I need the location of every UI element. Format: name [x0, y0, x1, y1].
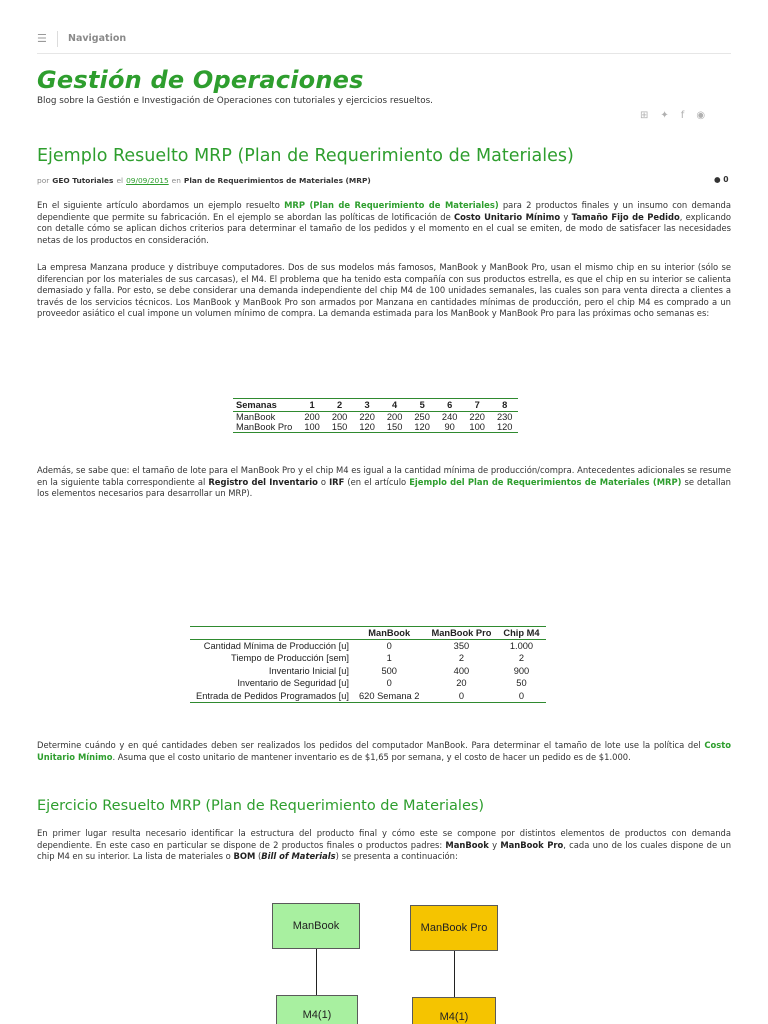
- p5-text-b: y: [488, 839, 501, 850]
- p1-bold-costo: Costo Unitario Mínimo: [453, 211, 561, 222]
- demand-header-cell: 1: [298, 399, 326, 412]
- table-cell: Tiempo de Producción [sem]: [230, 653, 349, 664]
- inventory-header-cell: ManBook Pro: [425, 627, 497, 640]
- site-title[interactable]: Gestión de Operaciones: [37, 66, 364, 94]
- table-row: [190, 665, 546, 677]
- table-cell: 240: [441, 412, 458, 422]
- twitter-icon[interactable]: ✦: [660, 110, 669, 121]
- rss-icon[interactable]: ⊞: [640, 110, 649, 121]
- table-cell: 200: [331, 412, 348, 422]
- table-cell: ManBook: [236, 412, 276, 422]
- table-cell: 200: [304, 412, 320, 422]
- table-row: [190, 652, 546, 664]
- table-row: [190, 640, 546, 653]
- table-cell: 120: [408, 422, 436, 433]
- table-cell: 620 Semana 2: [353, 690, 425, 703]
- bom-connector-line: [316, 949, 317, 995]
- table-cell: 1.000: [509, 641, 534, 651]
- bom-parent-manbook: ManBook: [272, 903, 360, 949]
- p1-text-c: y: [560, 211, 572, 222]
- p5-bold-manbook: ManBook: [445, 839, 489, 850]
- section-heading: Ejercicio Resuelto MRP (Plan de Requerimiento de Materiales): [37, 798, 485, 814]
- demand-header-cell: 4: [381, 399, 409, 412]
- post-author-link[interactable]: GEO Tutoriales: [52, 176, 114, 185]
- table-cell: 0: [386, 678, 392, 689]
- table-cell: 1: [386, 653, 392, 664]
- table-cell: Inventario de Seguridad [u]: [237, 678, 349, 689]
- bom-paragraph: [37, 828, 731, 863]
- table-cell: 90: [436, 422, 464, 433]
- meta-by: por: [37, 176, 50, 185]
- post-date-link[interactable]: 09/09/2015: [126, 176, 169, 185]
- inventory-header-cell: [190, 627, 353, 640]
- demand-header-cell: 7: [463, 399, 491, 412]
- p1-text-b: para 2 productos finales y un insumo con demanda dependiente que permite su fabricación. En el ejemplo se abordan las políticas de lotificación de: [37, 200, 731, 222]
- facebook-icon[interactable]: f: [680, 110, 685, 121]
- p5-text-d: (: [255, 851, 262, 862]
- comment-icon: ●: [714, 175, 721, 184]
- table-cell: Inventario Inicial [u]: [268, 665, 349, 676]
- demand-header-cell: Semanas: [233, 399, 298, 412]
- p1-bold-tamano: Tamaño Fijo de Pedido: [571, 211, 680, 222]
- table-cell: Cantidad Mínima de Producción [u]: [203, 641, 349, 651]
- nav-divider: [57, 31, 58, 47]
- table-cell: 2: [458, 653, 465, 664]
- p5-bold-manbook-pro: ManBook Pro: [500, 839, 564, 850]
- question-paragraph: [37, 740, 731, 763]
- site-description: Blog sobre la Gestión e Investigación de Operaciones con tutoriales y ejercicios resueltos.: [37, 96, 433, 106]
- demand-header-cell: 3: [353, 399, 381, 412]
- bom-child-m4-manbook-pro: M4(1): [412, 997, 496, 1024]
- hamburger-icon[interactable]: ☰: [37, 32, 47, 45]
- demand-header-cell: 5: [408, 399, 436, 412]
- company-paragraph: La empresa Manzana produce y distribuye computadores. Dos de sus modelos más famosos, ManBook y ManBook Pro, usan el mismo chip en su interior (sólo se diferencian por los materiales de sus carcasas), el M4. El problema que ha tenido esta compañía con sus productos estrella, es que el chip en su interior se calienta demasiado y falla. Por esto, se debe considerar una demanda independiente del chip M4 de 100 unidades semanales, las cuales son para venta directa a clientes a través de los servicios técnicos. Los ManBook y ManBook Pro son armados por Manzana en cantidades mínimas de producción, pero el chip M4 es comprado a un proveedor asiático el cual impone un volumen mínimo de compra. La demanda estimada para los ManBook y ManBook Pro para las próximas ocho semanas es:: [37, 262, 731, 319]
- bom-connector-line: [454, 951, 455, 997]
- table-cell: 500: [381, 665, 397, 676]
- table-cell: 350: [453, 641, 470, 651]
- p1-text-a: En el siguiente artículo abordamos un ejemplo resuelto: [37, 200, 285, 210]
- table-cell: Entrada de Pedidos Programados [u]: [190, 690, 353, 703]
- costo-unitario-link[interactable]: Costo Unitario Mínimo: [37, 740, 731, 762]
- p3-text-a: Además, se sabe que: el tamaño de lote para el ManBook Pro y el chip M4 es igual a la cantidad mínima de producción/compra. Antecedentes adicionales se resume en la siguiente tabla correspondiente al: [37, 465, 731, 487]
- table-cell: 100: [298, 422, 326, 433]
- table-cell: 230: [496, 412, 513, 422]
- p5-bold-bill-of-materials: Bill of Materials: [261, 851, 336, 862]
- table-cell: 220: [469, 412, 485, 422]
- table-cell: 0: [497, 690, 545, 703]
- meta-el: el: [116, 176, 124, 185]
- table-cell: 0: [386, 641, 392, 651]
- intro-paragraph: [37, 200, 731, 246]
- post-title[interactable]: Ejemplo Resuelto MRP (Plan de Requerimiento de Materiales): [37, 146, 574, 166]
- meta-en: en: [171, 176, 181, 185]
- p3-text-b: o: [317, 476, 330, 487]
- bom-child-m4-manbook: M4(1): [276, 995, 358, 1024]
- table-cell: 20: [456, 678, 467, 689]
- table-cell: 0: [425, 690, 497, 703]
- demand-header-cell: 6: [436, 399, 464, 412]
- table-cell: 900: [513, 665, 530, 676]
- comments-number: 0: [723, 175, 729, 184]
- p5-text-a: En primer lugar resulta necesario identificar la estructura del producto final y cómo este se compone por distintos elementos de productos con demanda dependiente. En este caso en particular se dispone de 2 productos finales o productos padres:: [37, 828, 731, 850]
- table-cell: 150: [326, 422, 354, 433]
- post-category-link[interactable]: Plan de Requerimientos de Materiales (MRP): [183, 176, 371, 185]
- demand-header-cell: 8: [491, 399, 519, 412]
- table-cell: 400: [453, 665, 470, 676]
- table-cell: 220: [359, 412, 375, 422]
- table-cell: 200: [386, 412, 403, 422]
- table-row: [190, 690, 546, 703]
- inventory-table-header: [190, 627, 546, 640]
- inventory-table: [190, 626, 546, 703]
- mrp-example-link[interactable]: Ejemplo del Plan de Requerimientos de Materiales (MRP): [409, 476, 682, 487]
- bom-parent-manbook-pro: ManBook Pro: [410, 905, 498, 951]
- mrp-link[interactable]: MRP (Plan de Requerimiento de Materiales): [284, 200, 499, 210]
- p5-text-c: , cada uno de los cuales dispone de un chip M4 en su interior. La lista de materiales o: [37, 839, 731, 862]
- p5-bold-bom: BOM: [233, 851, 256, 862]
- top-navigation-bar: [37, 28, 731, 54]
- youtube-icon[interactable]: ◉: [696, 110, 706, 121]
- demand-table: [233, 398, 518, 433]
- comments-count[interactable]: [714, 175, 729, 184]
- demand-table-header: [233, 399, 518, 412]
- p3-text-c: (en el artículo: [344, 476, 410, 487]
- table-cell: 50: [516, 678, 527, 689]
- social-links: [640, 110, 705, 121]
- p4-text-a: Determine cuándo y en qué cantidades deben ser realizados los pedidos del computador ManBook. Para determinar el tamaño de lote use la política del: [37, 740, 705, 750]
- table-cell: ManBook Pro: [233, 422, 298, 433]
- p3-bold-irf: IRF: [329, 476, 345, 487]
- table-cell: 100: [463, 422, 491, 433]
- navigation-label[interactable]: Navigation: [68, 33, 127, 44]
- table-cell: 120: [353, 422, 381, 433]
- inventory-header-cell: Chip M4: [497, 627, 545, 640]
- inventory-paragraph: [37, 465, 731, 500]
- table-row: [233, 422, 518, 433]
- table-cell: 150: [381, 422, 409, 433]
- p3-text-d: se detallan los elementos necesarios para desarrollar un MRP).: [37, 476, 731, 499]
- p4-text-b: . Asuma que el costo unitario de mantener inventario es de $1,65 por semana, y el costo de hacer un pedido es de $1.000.: [112, 751, 631, 762]
- p1-text-d: , explicando con detalle cómo se aplican dichos criterios para determinar el tamaño de los pedidos y el momento en el cual se emiten, de modo de satisfacer las necesidades netas de los productos en consideración.: [37, 211, 732, 245]
- p5-text-e: ) se presenta a continuación:: [335, 851, 458, 862]
- table-row: [190, 677, 546, 689]
- p3-bold-registro: Registro del Inventario: [208, 476, 318, 487]
- table-row: [233, 412, 518, 423]
- demand-header-cell: 2: [326, 399, 354, 412]
- post-meta: [37, 176, 371, 185]
- table-cell: 250: [414, 412, 430, 422]
- table-cell: 120: [491, 422, 519, 433]
- table-cell: 2: [518, 653, 525, 664]
- inventory-header-cell: ManBook: [353, 627, 425, 640]
